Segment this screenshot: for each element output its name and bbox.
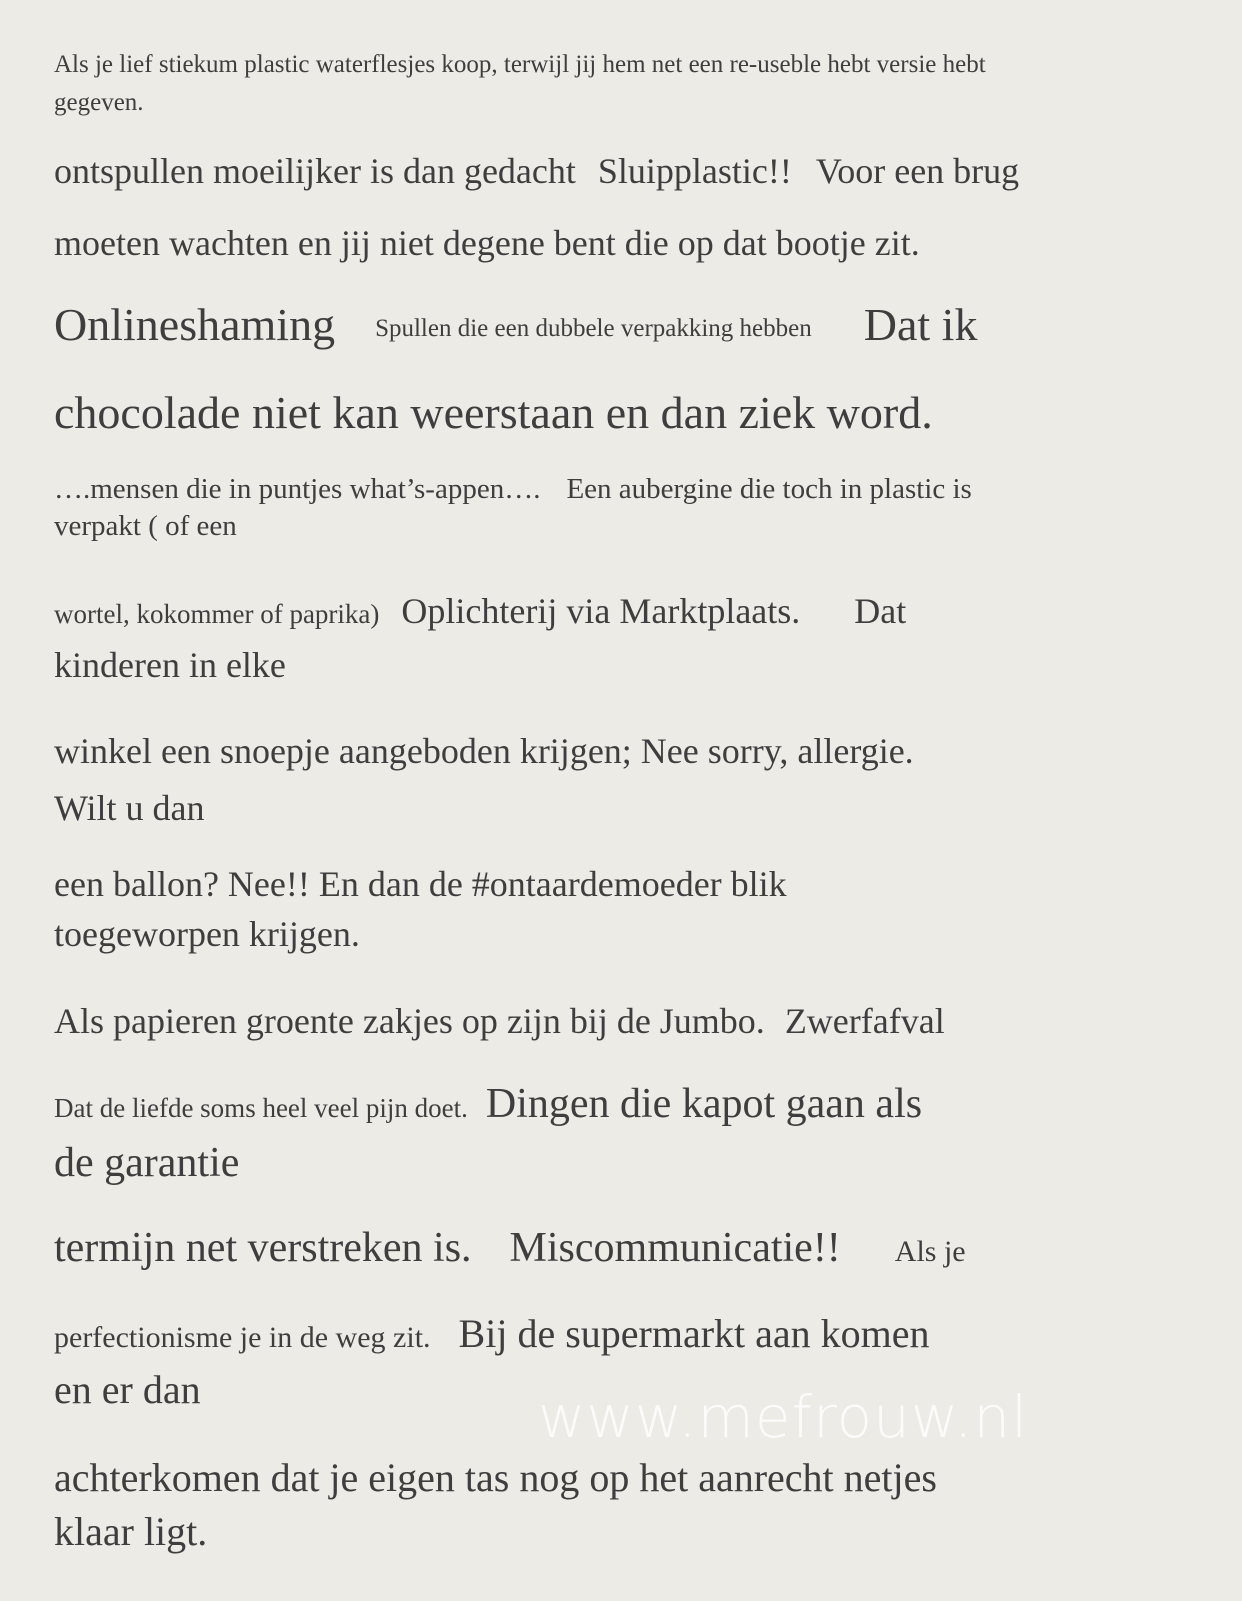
text-line xyxy=(54,790,205,826)
text-line xyxy=(54,1227,966,1269)
text-fragment: Bij de supermarkt aan komen xyxy=(458,1311,930,1356)
text-line xyxy=(54,475,972,504)
text-line xyxy=(54,866,787,902)
text-line xyxy=(54,1003,945,1039)
text-fragment: Dat de liefde soms heel veel pijn doet. xyxy=(54,1093,468,1123)
text-fragment: Sluipplastic!! xyxy=(597,151,792,191)
text-line xyxy=(54,1455,937,1500)
text-fragment: Zwerfafval xyxy=(784,1001,945,1041)
text-fragment: Dingen die kapot gaan als xyxy=(485,1081,923,1127)
text-fragment: Oplichterij via Marktplaats. xyxy=(401,591,801,631)
text-fragment: ….mensen die in puntjes what’s-appen…. xyxy=(54,473,541,505)
text-fragment: een ballon? Nee!! En dan de #ontaardemoeder blik xyxy=(54,864,787,904)
text-fragment: Dat ik xyxy=(863,299,978,350)
text-fragment: wortel, kokommer of paprika) xyxy=(54,599,380,629)
text-line xyxy=(54,1142,239,1184)
text-line xyxy=(54,1509,208,1554)
text-line xyxy=(54,299,978,350)
text-fragment: ontspullen moeilijker is dan gedacht xyxy=(54,151,576,191)
text-line xyxy=(54,52,986,77)
text-fragment: klaar ligt. xyxy=(54,1509,208,1554)
text-fragment: Onlineshaming xyxy=(54,299,336,350)
text-line xyxy=(54,90,144,115)
text-fragment: toegeworpen krijgen. xyxy=(54,914,360,954)
text-line xyxy=(54,387,933,438)
text-line xyxy=(54,1083,922,1125)
text-line xyxy=(54,1367,201,1412)
text-fragment: verpakt ( of een xyxy=(54,510,237,542)
text-line xyxy=(54,153,1019,189)
text-line xyxy=(54,733,914,769)
text-fragment: achterkomen dat je eigen tas nog op het aanrecht netjes xyxy=(54,1455,937,1500)
text-fragment: moeten wachten en jij niet degene bent die op dat bootje zit. xyxy=(54,223,920,263)
text-fragment: chocolade niet kan weerstaan en dan ziek word. xyxy=(54,387,933,438)
text-fragment: Als papieren groente zakjes op zijn bij de Jumbo. xyxy=(54,1001,765,1041)
text-fragment: Als je xyxy=(894,1235,966,1268)
text-line xyxy=(54,593,906,629)
text-fragment: en er dan xyxy=(54,1367,201,1412)
text-fragment: perfectionisme je in de weg zit. xyxy=(54,1321,431,1354)
text-fragment: Dat xyxy=(854,591,907,631)
text-fragment: de garantie xyxy=(54,1140,240,1186)
text-line xyxy=(54,512,237,541)
text-fragment: termijn net verstreken is. xyxy=(54,1225,472,1271)
text-fragment: gegeven. xyxy=(54,89,144,116)
watermark-text: www.mefrouw.nl xyxy=(538,1383,1029,1451)
text-fragment: Miscommunicatie!! xyxy=(509,1225,841,1271)
text-line xyxy=(54,1311,930,1356)
text-fragment: Voor een brug xyxy=(815,151,1020,191)
text-fragment: Als je lief stiekum plastic waterflesjes koop, terwijl jij hem net een re-useble hebt versie hebt xyxy=(54,51,986,78)
text-line xyxy=(54,916,360,952)
text-fragment: Spullen die een dubbele verpakking hebben xyxy=(375,315,812,342)
text-line xyxy=(54,647,286,683)
text-fragment: kinderen in elke xyxy=(54,645,286,685)
text-fragment: Een aubergine die toch in plastic is xyxy=(566,473,972,505)
text-line xyxy=(54,225,920,261)
text-fragment: Wilt u dan xyxy=(54,788,205,828)
text-fragment: winkel een snoepje aangeboden krijgen; Nee sorry, allergie. xyxy=(54,731,914,771)
